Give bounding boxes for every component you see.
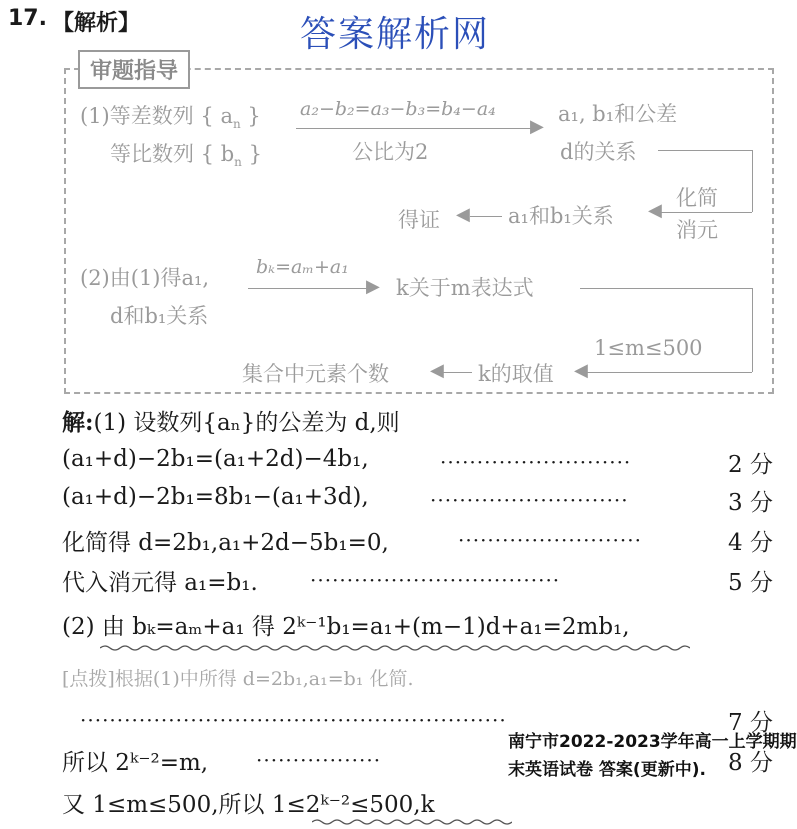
guide-p1-side1: 化简 bbox=[676, 186, 718, 210]
solution-line-1: 解:(1) 设数列{aₙ}的公差为 d,则 bbox=[62, 409, 400, 436]
guide-p1-side2: 消元 bbox=[676, 218, 718, 242]
guide-p2-connector-v bbox=[752, 288, 753, 372]
solution-line-4: 化简得 d=2b₁,a₁+2d−5b₁=0, bbox=[62, 530, 389, 556]
watermark-text: 答案解析网 bbox=[300, 14, 491, 55]
guide-p2-result: 集合中元素个数 bbox=[242, 362, 389, 386]
dot-leader: ················· bbox=[256, 748, 382, 772]
solution-line-5: 代入消元得 a₁=b₁. bbox=[62, 570, 258, 596]
analysis-tag: 【解析】 bbox=[52, 11, 141, 36]
guide-p1-arith: (1)等差数列 { $a_n$ } bbox=[80, 104, 261, 132]
guide-p1-arrow-top: a₂−b₂=a₃−b₃=b₄−a₄ bbox=[300, 98, 496, 120]
score-8: 8 分 bbox=[728, 750, 773, 776]
arrow-head-icon: ▶ bbox=[366, 276, 380, 297]
guide-p2-connector-top bbox=[580, 288, 752, 289]
hint-note: [点拨]根据(1)中所得 d=2b₁,a₁=b₁ 化简. bbox=[62, 668, 414, 690]
guide-p1-connector-top bbox=[658, 150, 752, 151]
arrow-head-left-icon: ◀ bbox=[648, 200, 662, 221]
score-2: 2 分 bbox=[728, 452, 773, 478]
dot-leader: ·························································· bbox=[80, 708, 507, 732]
guide-p1-right2: d的关系 bbox=[560, 140, 637, 164]
guide-p1-geo: 等比数列 { $b_n$ } bbox=[110, 142, 262, 170]
guide-p2-connector-bottom bbox=[586, 372, 752, 373]
arrow-head-left-icon: ◀ bbox=[430, 360, 444, 381]
dot-leader: ························· bbox=[458, 528, 642, 552]
guide-p1-arrow-line bbox=[296, 128, 536, 129]
arrow-head-icon: ▶ bbox=[530, 116, 544, 137]
wavy-underline bbox=[100, 644, 690, 652]
guide-p2-arrow-line bbox=[248, 288, 372, 289]
guide-p2-right: k关于m表达式 bbox=[396, 276, 534, 300]
dot-leader: ·································· bbox=[310, 568, 561, 592]
arrow-head-left-icon: ◀ bbox=[574, 360, 588, 381]
guide-p1-right1: a₁, b₁和公差 bbox=[558, 102, 678, 126]
guide-p1-connector-v bbox=[752, 150, 753, 212]
guide-p1-connector-bottom bbox=[660, 212, 752, 213]
guide-p2-side: 1≤m≤500 bbox=[594, 336, 703, 360]
guide-p2-arrow-top: bₖ=aₘ+a₁ bbox=[256, 256, 349, 278]
dot-leader: ·························· bbox=[440, 450, 632, 474]
guide-p1-arrow-bottom: 公比为2 bbox=[352, 140, 429, 164]
guide-p2-left2: d和b₁关系 bbox=[110, 304, 209, 328]
arrow-head-left-icon: ◀ bbox=[456, 204, 470, 225]
score-5: 5 分 bbox=[728, 570, 773, 596]
wavy-underline bbox=[312, 818, 512, 826]
score-4: 4 分 bbox=[728, 530, 773, 556]
guide-p1-arrow2 bbox=[470, 216, 502, 217]
dot-leader: ··························· bbox=[430, 488, 629, 512]
overlay-caption: 南宁市2022-2023学年高一上学期期末英语试卷 答案(更新中). bbox=[508, 732, 797, 780]
guide-p2-arrow2 bbox=[442, 372, 472, 373]
score-3: 3 分 bbox=[728, 490, 773, 516]
guide-p2-left1: (2)由(1)得a₁, bbox=[80, 266, 210, 290]
guide-p1-mid: a₁和b₁关系 bbox=[508, 204, 614, 228]
solution-line-3: (a₁+d)−2b₁=8b₁−(a₁+3d), bbox=[62, 484, 369, 510]
score-7: 7 分 bbox=[728, 710, 773, 736]
solution-line-9: 又 1≤m≤500,所以 1≤2ᵏ⁻²≤500,k bbox=[62, 792, 435, 818]
solution-line-8: 所以 2ᵏ⁻²=m, bbox=[62, 750, 209, 776]
question-number: 17. bbox=[8, 6, 47, 31]
guide-p2-mid: k的取值 bbox=[478, 362, 554, 386]
guide-p1-result: 得证 bbox=[398, 208, 440, 232]
guide-title: 审题指导 bbox=[78, 50, 190, 89]
solution-line-6: (2) 由 bₖ=aₘ+a₁ 得 2ᵏ⁻¹b₁=a₁+(m−1)d+a₁=2mb₁, bbox=[62, 614, 630, 640]
solution-line-2: (a₁+d)−2b₁=(a₁+2d)−4b₁, bbox=[62, 446, 369, 472]
